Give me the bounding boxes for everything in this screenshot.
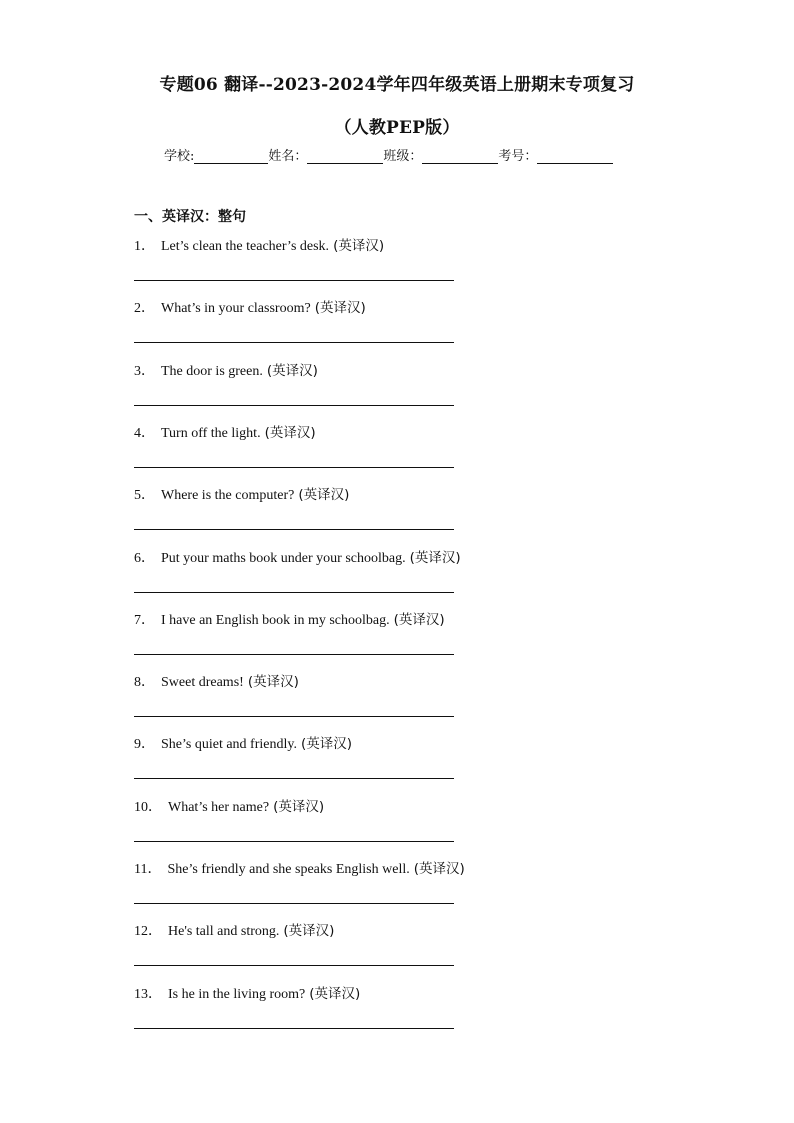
question-text: Let’s clean the teacher’s desk. [161,239,330,254]
question-type-tag: (英译汉) [247,674,299,691]
question-text: She’s friendly and she speaks English well. [167,862,410,877]
question-text: Where is the computer? [161,488,295,504]
question-number: 12． [134,924,162,940]
question-type-tag: (英译汉) [264,424,316,441]
question-type-tag: (英译汉) [273,798,325,815]
answer-line[interactable] [134,280,454,281]
question-number: 7． [134,612,155,628]
question-text: What’s her name? [168,799,270,815]
question-type-tag: (英译汉) [333,238,385,254]
answer-line[interactable] [134,467,454,468]
question-number: 11． [134,862,162,877]
question-type-tag: (英译汉) [393,611,445,628]
answer-line[interactable] [134,903,454,904]
question-item [134,857,465,878]
answer-line[interactable] [134,1028,454,1029]
question-type-tag: (英译汉) [413,861,465,877]
question-item [134,483,349,504]
question-item [134,234,384,255]
exam-no-label: 考号： [498,149,538,164]
page-subtitle: （人教PEP版） [334,118,460,138]
question-type-tag: (英译汉) [309,985,361,1002]
question-item [134,359,318,380]
question-item [134,732,352,753]
school-field[interactable] [194,149,268,164]
question-item [134,421,316,442]
question-item [134,982,360,1003]
question-number: 10． [134,799,162,815]
answer-line[interactable] [134,529,454,530]
answer-line[interactable] [134,965,454,966]
question-number: 2． [134,301,155,317]
question-type-tag: (英译汉) [314,300,366,317]
answer-line[interactable] [134,405,454,406]
question-text: He's tall and strong. [168,924,280,940]
exam-no-field[interactable] [537,149,613,164]
question-type-tag: (英译汉) [298,487,350,504]
question-item [134,546,461,567]
question-text: I have an English book in my schoolbag. [161,612,390,628]
question-number: 9． [134,737,155,753]
question-text: Sweet dreams! [161,675,244,691]
question-item [134,795,324,816]
answer-line[interactable] [134,716,454,717]
question-number: 8． [134,675,155,691]
name-label: 姓名： [268,149,308,164]
answer-line[interactable] [134,778,454,779]
answer-line[interactable] [134,654,454,655]
question-text: Is he in the living room? [168,986,306,1002]
question-number: 4． [134,425,155,441]
question-type-tag: (英译汉) [266,362,318,379]
question-text: The door is green. [161,363,263,379]
question-number: 1． [134,239,155,254]
question-text: She’s quiet and friendly. [161,737,297,753]
question-item [134,670,299,691]
answer-line[interactable] [134,342,454,343]
answer-line[interactable] [134,592,454,593]
question-number: 13． [134,986,162,1002]
answer-line[interactable] [134,841,454,842]
class-label: 班级： [383,149,423,164]
class-field[interactable] [422,149,498,164]
question-item [134,296,366,317]
section-heading: 一、英译汉：整句 [134,209,246,225]
question-number: 5． [134,488,155,504]
question-type-tag: (英译汉) [409,549,461,566]
question-text: Turn off the light. [161,425,261,441]
question-number: 6． [134,550,155,566]
question-item [134,608,445,629]
student-info-row [164,145,613,164]
question-text: Put your maths book under your schoolbag. [161,550,406,566]
question-text: What’s in your classroom? [161,301,311,317]
name-field[interactable] [307,149,383,164]
question-number: 3． [134,363,155,379]
page-title: 专题06 翻译--2023-2024学年四年级英语上册期末专项复习 [159,75,635,95]
question-type-tag: (英译汉) [283,923,335,940]
question-type-tag: (英译汉) [300,736,352,753]
school-label: 学校: [164,149,195,164]
question-item [134,919,334,940]
